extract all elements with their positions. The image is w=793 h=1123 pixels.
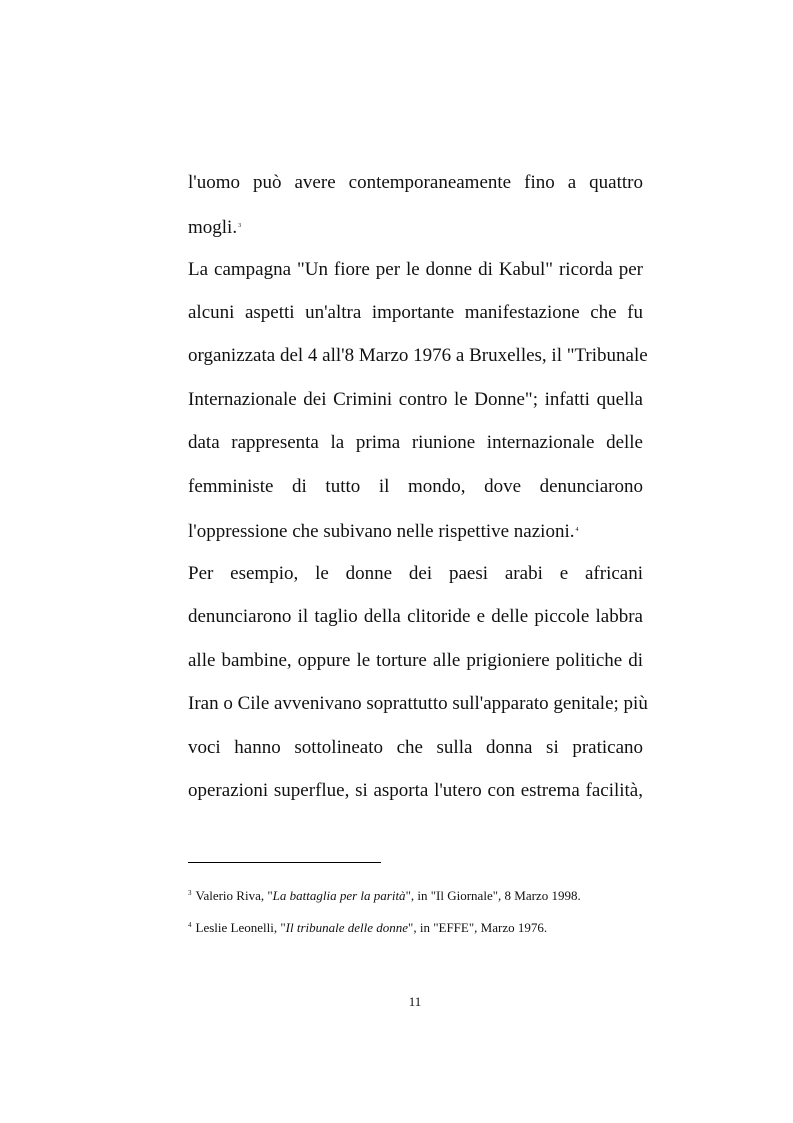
body-line: l'oppressione che subivano nelle rispettive nazioni.$^4$ <box>188 521 579 542</box>
footnote-ref[interactable]: 3 <box>238 223 242 229</box>
page-number: 11 <box>408 994 422 1009</box>
body-line: alle bambine, oppure le torture alle prigioniere politiche di <box>188 650 643 671</box>
footnote: $^4$ Leslie Leonelli, "Il tribunale delle donne", in "EFFE", Marzo 1976. <box>188 920 548 935</box>
body-line: femministe di tutto il mondo, dove denunciarono <box>188 476 643 497</box>
footnote-number: 4 <box>188 921 192 929</box>
footnote: $^3$ Valerio Riva, "La battaglia per la parità", in "Il Giornale", 8 Marzo 1998. <box>188 888 581 903</box>
body-line: La campagna "Un fiore per le donne di Kabul" ricorda per <box>188 259 643 280</box>
body-line: Iran o Cile avvenivano soprattutto sull'apparato genitale; più <box>188 693 648 714</box>
body-line: mogli.$^3$ <box>188 217 242 238</box>
footnote-separator <box>188 862 381 863</box>
footnote-ref[interactable]: 4 <box>575 527 579 533</box>
body-line: Internazionale dei Crimini contro le Donne"; infatti quella <box>188 389 643 410</box>
body-line: alcuni aspetti un'altra importante manifestazione che fu <box>188 302 643 323</box>
body-line: organizzata del 4 all'8 Marzo 1976 a Bruxelles, il "Tribunale <box>188 345 648 366</box>
footnote-title: La battaglia per la parità <box>272 888 406 903</box>
footnote-number: 3 <box>188 889 192 897</box>
body-line: Per esempio, le donne dei paesi arabi e africani <box>188 563 643 584</box>
body-line: voci hanno sottolineato che sulla donna si praticano <box>188 737 643 758</box>
footnote-title: Il tribunale delle donne <box>285 920 409 935</box>
body-line: l'uomo può avere contemporaneamente fino a quattro <box>188 172 643 193</box>
body-line: denunciarono il taglio della clitoride e delle piccole labbra <box>188 606 643 627</box>
body-line: operazioni superflue, si asporta l'utero con estrema facilità, <box>188 780 643 801</box>
body-line: data rappresenta la prima riunione internazionale delle <box>188 432 643 453</box>
